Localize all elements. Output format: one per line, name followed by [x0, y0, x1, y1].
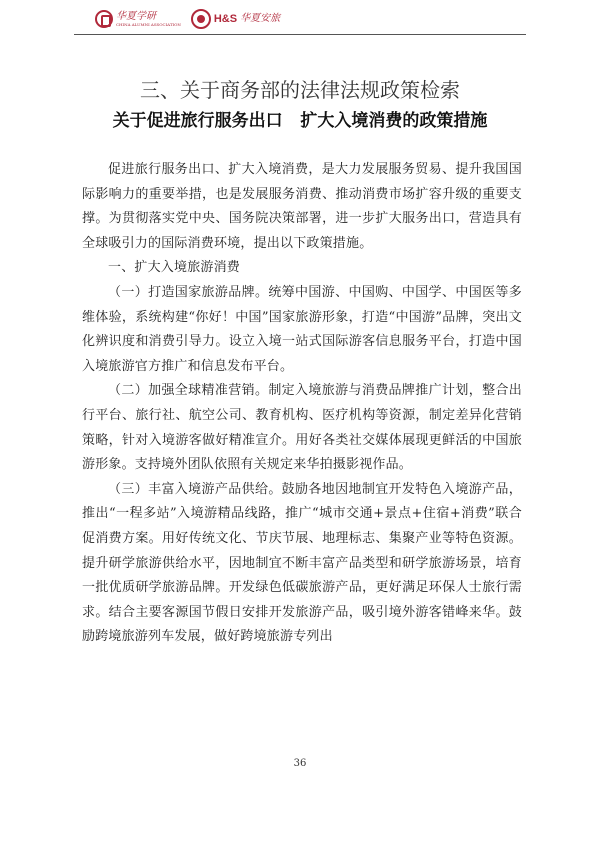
document-title: 关于促进旅行服务出口 扩大入境消费的政策措施: [112, 111, 488, 131]
logo-2-text: H&S: [213, 13, 238, 25]
logo-2: [191, 9, 280, 29]
logo-1: [95, 10, 181, 28]
logo-1-subtext: CHINA ALUMNI ASSOCIATION: [116, 21, 181, 27]
paragraph-item-3: （三）丰富入境游产品供给。鼓励各地因地制宜开发特色入境游产品，推出“一程多站”入境游精品线路，推广“城市交通+景点+住宿+消费”联合促消费方案。用好传统文化、节庆节展、地理标志、集聚产业等特色资源。提升研学旅游供给水平，因地制宜不断丰富产品类型和研学旅游场景，培育一批优质研学旅游品牌。开发绿色低碳旅游产品，更好满足环保人士旅行需求。结合主要客源国节假日安排开发旅游产品，吸引境外游客错峰来华。鼓励跨境旅游列车发展，做好跨境旅游专列出: [82, 481, 522, 645]
header-logos: [95, 6, 280, 32]
page-number: 36: [293, 758, 307, 769]
header-divider: [74, 34, 526, 35]
paragraph-heading-1: 一、扩大入境旅游消费: [108, 260, 241, 276]
logo-2-name: 华夏安旅: [240, 13, 281, 24]
logo-1-text: 华夏学研: [116, 10, 156, 22]
section-title: 三、关于商务部的法律法规政策检索: [140, 78, 460, 102]
body-text: [82, 158, 522, 650]
logo-2-emblem-icon: [191, 9, 211, 29]
paragraph-item-1: （一）打造国家旅游品牌。统筹中国游、中国购、中国学、中国医等多维体验，系统构建“你好！中国”国家旅游形象，打造“中国游”品牌，突出文化辨识度和消费引导力。设立入境一站式国际游客信息服务平台，打造中国入境旅游官方推广和信息发布平台。: [82, 284, 522, 374]
logo-1-emblem-icon: [95, 10, 113, 28]
paragraph-item-2: （二）加强全球精准营销。制定入境旅游与消费品牌推广计划，整合出行平台、旅行社、航空公司、教育机构、医疗机构等资源，制定差异化营销策略，针对入境游客做好精准宣介。用好各类社交媒体展现更鲜活的中国旅游形象。支持境外团队依照有关规定来华拍摄影视作品。: [82, 383, 522, 473]
paragraph-intro: 促进旅行服务出口、扩大入境消费，是大力发展服务贸易、提升我国国际影响力的重要举措，也是发展服务消费、推动消费市场扩容升级的重要支撑。为贯彻落实党中央、国务院决策部署，进一步扩大服务出口，营造具有全球吸引力的国际消费环境，提出以下政策措施。: [82, 162, 522, 251]
